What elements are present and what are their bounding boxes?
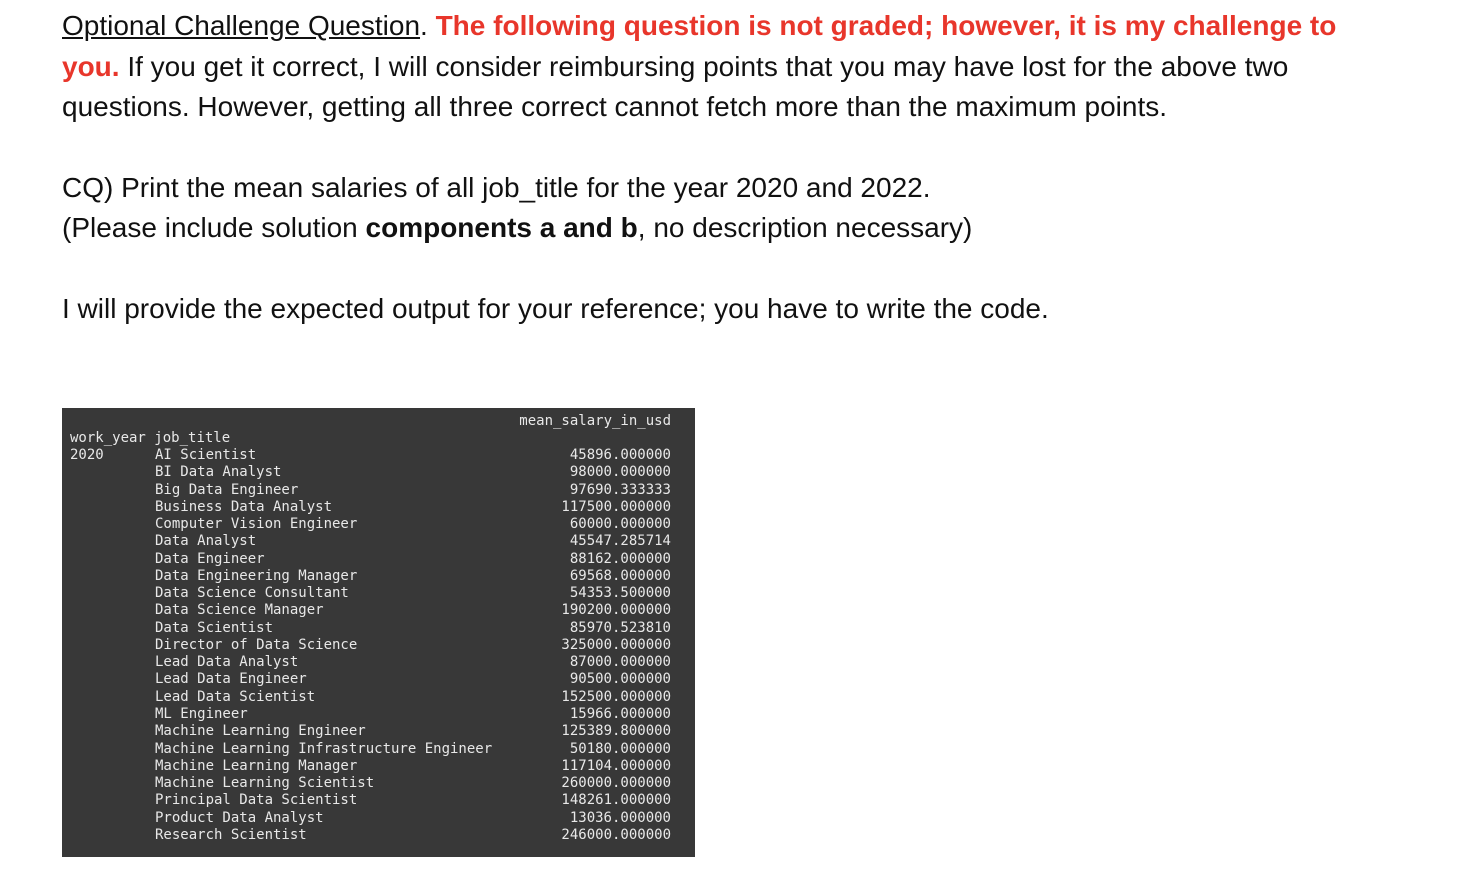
heading-period: . [420, 10, 428, 41]
mean-salary-cell: 90500.000000 [569, 671, 671, 688]
table-row [62, 775, 695, 792]
mean-salary-cell: 325000.000000 [561, 636, 671, 653]
mean-salary-cell: 69568.000000 [569, 567, 671, 584]
mean-salary-cell: 117500.000000 [561, 498, 671, 515]
mean-salary-cell: 117104.000000 [561, 757, 671, 774]
note-period: . [111, 50, 120, 82]
table-row [62, 551, 695, 568]
job-title-cell: Lead Data Analyst [155, 654, 299, 671]
mean-salary-cell: 97690.333333 [569, 481, 671, 498]
question-line-2-suffix: , no description necessary) [637, 212, 973, 243]
mean-salary-cell: 50180.000000 [569, 740, 671, 757]
table-row [62, 810, 695, 827]
table-row [62, 464, 695, 481]
reference-note: I will provide the expected output for your reference; you have to write the code. [62, 292, 1049, 324]
table-row [62, 533, 695, 550]
table-row [62, 637, 695, 654]
table-row [62, 689, 695, 706]
job-title-cell: Data Science Consultant [155, 585, 349, 602]
table-row [62, 827, 695, 844]
table-row [62, 723, 695, 740]
job-title-cell: Computer Vision Engineer [155, 516, 358, 533]
mean-salary-cell: 88162.000000 [569, 550, 671, 567]
job-title-cell: Data Scientist [155, 619, 274, 636]
not-graded-note: The following question is not graded; however, it is my challenge to you [62, 10, 1337, 82]
job-title-cell: Data Analyst [155, 533, 257, 550]
table-row [62, 499, 695, 516]
job-title-cell: Lead Data Scientist [155, 688, 316, 705]
job-title-cell: Principal Data Scientist [155, 792, 358, 809]
job-title-cell: Machine Learning Scientist [155, 775, 375, 792]
mean-salary-cell: 125389.800000 [561, 723, 671, 740]
table-row [62, 447, 695, 464]
job-title-cell: Data Engineer [155, 550, 265, 567]
output-rows [62, 447, 695, 844]
job-title-cell: Machine Learning Manager [155, 757, 358, 774]
mean-salary-cell: 152500.000000 [561, 688, 671, 705]
table-row [62, 758, 695, 775]
job-title-cell: Business Data Analyst [155, 498, 333, 515]
mean-salary-cell: 15966.000000 [569, 705, 671, 722]
job-title-cell: Product Data Analyst [155, 809, 324, 826]
table-row [62, 654, 695, 671]
table-row [62, 568, 695, 585]
table-row [62, 585, 695, 602]
question-line-2-bold: components a and b [365, 212, 638, 243]
year-cell: 2020 [70, 447, 104, 463]
job-title-cell: Machine Learning Infrastructure Engineer [155, 740, 493, 757]
mean-salary-cell: 13036.000000 [569, 809, 671, 826]
table-row [62, 482, 695, 499]
intro-body: If you get it correct, I will consider reimbursing points that you may have lost for the above two questions. However, getting all three correct cannot fetch more than the maximum points. [62, 50, 1289, 122]
job-title-cell: Data Science Manager [155, 602, 324, 619]
job-title-cell: BI Data Analyst [155, 464, 282, 481]
intro-paragraph [62, 6, 1392, 128]
mean-salary-cell: 85970.523810 [569, 619, 671, 636]
table-row [62, 602, 695, 619]
challenge-heading: Optional Challenge Question [62, 10, 421, 41]
mean-salary-cell: 87000.000000 [569, 654, 671, 671]
job-title-cell: Research Scientist [155, 826, 307, 843]
mean-salary-cell: 45896.000000 [569, 447, 671, 463]
job-title-cell: ML Engineer [155, 705, 248, 722]
column-header: mean_salary_in_usd [519, 413, 671, 429]
table-row [62, 671, 695, 688]
job-title-cell: Machine Learning Engineer [155, 723, 366, 740]
question-line-1: CQ) Print the mean salaries of all job_title for the year 2020 and 2022. [62, 171, 931, 203]
document-body [62, 6, 1392, 329]
mean-salary-cell: 45547.285714 [569, 533, 671, 550]
table-row [62, 741, 695, 758]
mean-salary-cell: 148261.000000 [561, 792, 671, 809]
mean-salary-cell: 246000.000000 [561, 826, 671, 843]
mean-salary-cell: 54353.500000 [569, 585, 671, 602]
job-title-cell: AI Scientist [155, 447, 257, 463]
mean-salary-cell: 60000.000000 [569, 516, 671, 533]
question-paragraph [62, 168, 1392, 249]
job-title-cell: Big Data Engineer [155, 481, 299, 498]
table-row [62, 620, 695, 637]
mean-salary-cell: 98000.000000 [569, 464, 671, 481]
question-line-2-prefix: (Please include solution [62, 212, 366, 243]
expected-output-panel [62, 408, 695, 857]
mean-salary-cell: 260000.000000 [561, 775, 671, 792]
job-title-cell: Lead Data Engineer [155, 671, 307, 688]
job-title-cell: Director of Data Science [155, 636, 358, 653]
table-row [62, 792, 695, 809]
index-header [70, 430, 230, 447]
index-header-year: work_year [70, 430, 146, 446]
job-title-cell: Data Engineering Manager [155, 567, 358, 584]
table-row [62, 706, 695, 723]
mean-salary-cell: 190200.000000 [561, 602, 671, 619]
index-header-title: job_title [154, 430, 231, 446]
table-row [62, 516, 695, 533]
